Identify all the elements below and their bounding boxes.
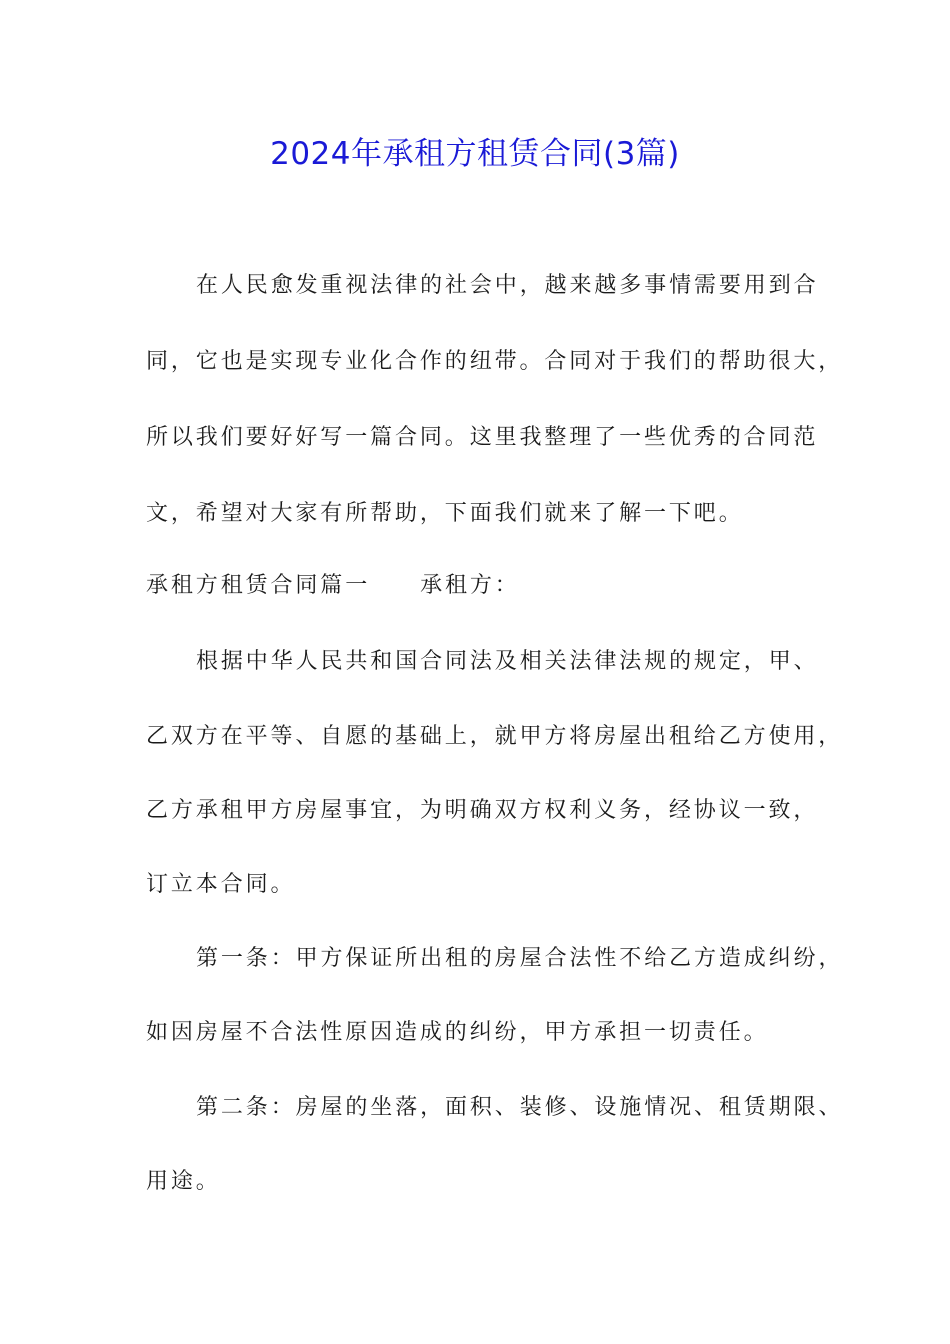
section-heading [146,571,826,601]
preamble-line-2: 乙双方在平等、自愿的基础上，就甲方将房屋出租给乙方使用， [146,724,844,749]
intro-line-2: 同，它也是实现专业化合作的纽带。合同对于我们的帮助很大， [146,349,844,374]
preamble-line-3: 乙方承租甲方房屋事宜，为明确双方权利义务，经协议一致， [146,798,819,823]
article-1-line-1: 第一条：甲方保证所出租的房屋合法性不给乙方造成纠纷， [196,946,844,971]
intro-line-4: 文，希望对大家有所帮助，下面我们就来了解一下吧。 [146,501,744,526]
document-title: 2024年承租方租赁合同(3篇) [270,136,680,172]
article-1-line-2: 如因房屋不合法性原因造成的纠纷，甲方承担一切责任。 [146,1020,769,1045]
article-2-line-1: 第二条：房屋的坐落，面积、装修、设施情况、租赁期限、 [196,1095,844,1120]
preamble-line-4: 订立本合同。 [146,872,296,897]
intro-line-1: 在人民愈发重视法律的社会中，越来越多事情需要用到合 [196,273,819,298]
section-heading-title: 承租方租赁合同篇一 [146,573,371,598]
section-heading-party-label: 承租方： [420,573,520,598]
article-2-line-2: 用途。 [146,1169,221,1194]
preamble-line-1: 根据中华人民共和国合同法及相关法律法规的规定，甲、 [196,649,819,674]
intro-line-3: 所以我们要好好写一篇合同。这里我整理了一些优秀的合同范 [146,425,819,450]
